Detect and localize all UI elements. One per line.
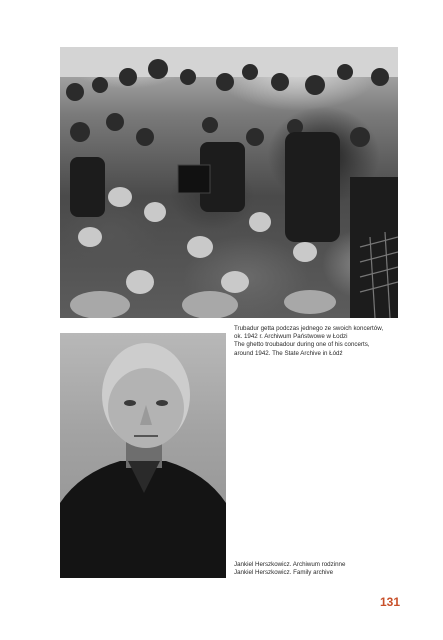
caption-line: Trubadur getta podczas jednego ze swoich koncertów, (234, 325, 384, 332)
caption-line: ok. 1942 r. Archiwum Państwowe w Łodzi (234, 333, 348, 341)
caption-line: Jankiel Herszkowicz. Family archive (234, 569, 334, 577)
caption-line: Jankiel Herszkowicz. Archiwum rodzinne (234, 561, 346, 568)
photo-caption-concert (234, 325, 409, 358)
crowd-illustration (60, 47, 398, 318)
portrait-photo (60, 333, 226, 578)
caption-line: around 1942. The State Archive in Łódź (234, 349, 343, 357)
portrait-illustration (60, 333, 226, 578)
crowd-concert-photo (60, 47, 398, 318)
caption-line: The ghetto troubadour during one of his concerts, (234, 341, 370, 349)
page-number: 131 (379, 595, 400, 609)
photo-caption-portrait (234, 561, 409, 577)
